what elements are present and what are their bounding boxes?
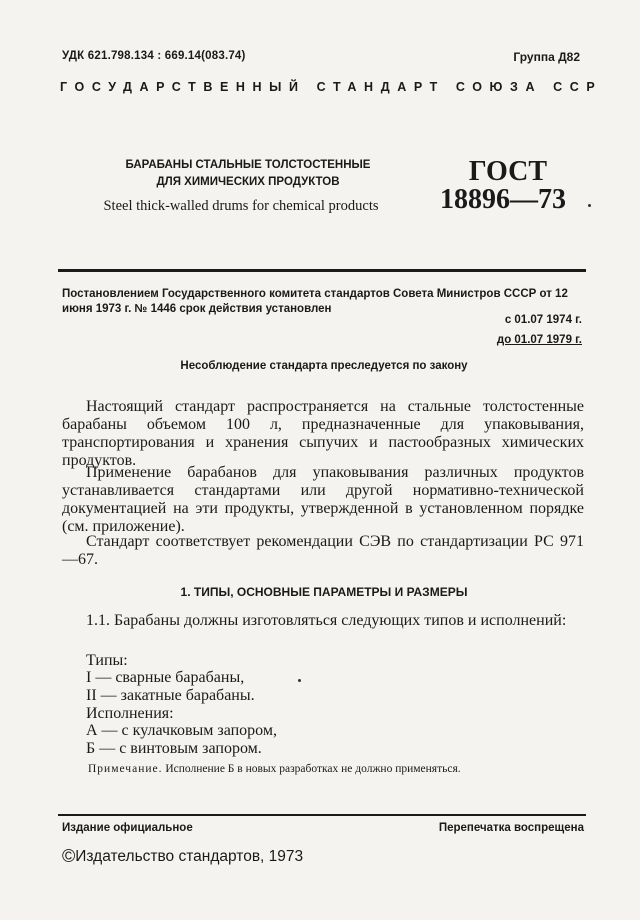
top-divider	[58, 269, 586, 272]
print-speck	[588, 204, 591, 207]
validity-date-to: до 01.07 1979 г.	[496, 334, 582, 346]
note	[62, 760, 584, 778]
clause-1-1: 1.1. Барабаны должны изготовляться следующих типов и исполнений:	[86, 612, 567, 629]
version-item: Б — с винтовым запором.	[86, 740, 262, 757]
title-ru-line2: ДЛЯ ХИМИЧЕСКИХ ПРОДУКТОВ	[156, 176, 340, 188]
note-text: Исполнение Б в новых разработках не должно применяться.	[165, 763, 461, 775]
standard-title	[108, 157, 388, 191]
paragraph-cmea: Стандарт соответствует рекомендации СЭВ по стандартизации РС 971—67.	[62, 533, 584, 568]
gost-label: ГОСТ	[468, 156, 548, 187]
title-ru-line1: БАРАБАНЫ СТАЛЬНЫЕ ТОЛСТОСТЕННЫЕ	[125, 159, 371, 171]
validity-date-from: с 01.07 1974 г.	[504, 314, 582, 326]
bottom-divider	[58, 814, 586, 816]
copyright-icon: ©	[62, 846, 76, 866]
paragraph-application: Применение барабанов для упаковывания различных продуктов устанавливается стандартами или другой нормативно-технической документацией на эти продукты, утвержденной в установленном порядке (см. приложение).	[62, 464, 584, 535]
title-english: Steel thick-walled drums for chemical products	[103, 198, 379, 214]
copyright-line	[62, 846, 303, 867]
paragraph-scope: Настоящий стандарт распространяется на стальные толстостенные барабаны объемом 100 л, предназначенные для упаковывания, транспортирования и хранения сыпучих и пастообразных химических продуктов.	[62, 398, 584, 469]
legal-notice: Несоблюдение стандарта преследуется по закону	[180, 360, 468, 372]
decree-text: Постановлением Государственного комитета стандартов Совета Министров СССР от 12 июня 1973 г. № 1446 срок действия установлен	[62, 288, 568, 315]
official-edition: Издание официальное	[62, 822, 193, 834]
type-item: II — закатные барабаны.	[86, 687, 255, 704]
section-heading: 1. ТИПЫ, ОСНОВНЫЕ ПАРАМЕТРЫ И РАЗМЕРЫ	[180, 585, 468, 599]
state-standard-heading: ГОСУДАРСТВЕННЫЙ СТАНДАРТ СОЮЗА ССР	[60, 80, 603, 94]
reprint-prohibited: Перепечатка воспрещена	[438, 822, 584, 834]
udk-code: УДК 621.798.134 : 669.14(083.74)	[62, 50, 246, 62]
type-item: I — сварные барабаны,	[86, 669, 245, 686]
publisher: Издательство стандартов, 1973	[75, 848, 304, 865]
group-code: Группа Д82	[513, 50, 580, 64]
gost-number: 18896—73	[440, 184, 566, 215]
note-label: Примечание.	[88, 763, 163, 775]
versions-label: Исполнения:	[86, 705, 174, 722]
types-label: Типы:	[86, 652, 128, 669]
version-item: А — с кулачковым запором,	[86, 722, 277, 739]
print-speck	[298, 679, 301, 682]
